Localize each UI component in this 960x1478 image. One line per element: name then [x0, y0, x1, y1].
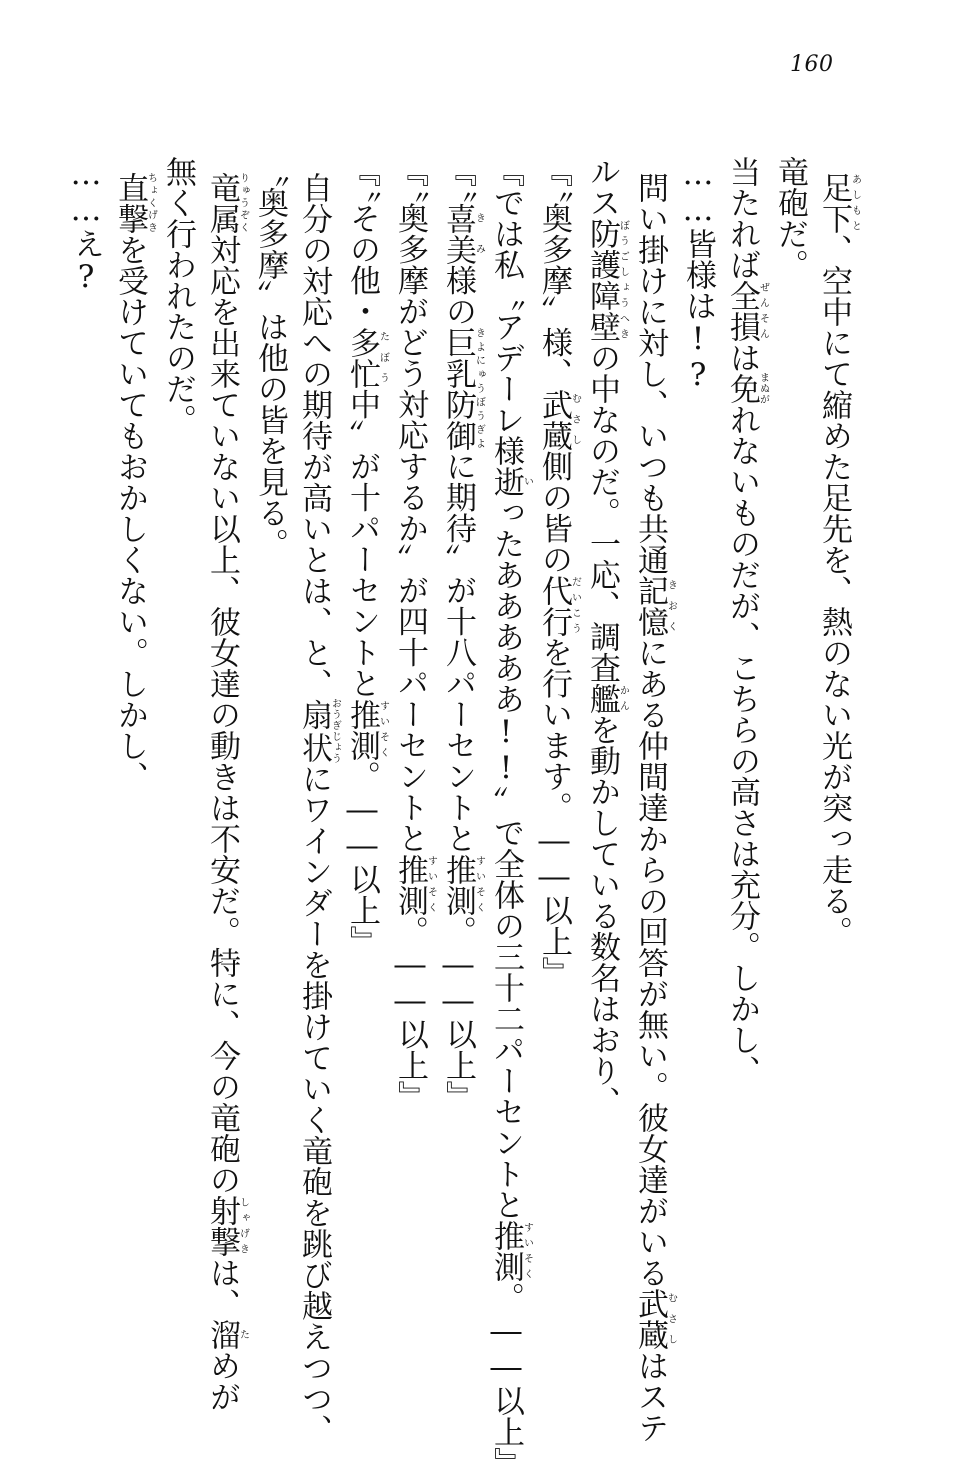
- furigana: 全損ぜんそん: [724, 280, 769, 342]
- furigana: 武蔵むさし: [632, 1287, 677, 1350]
- text-line: 当たれば全損ぜんそんは免まぬがれないものだが、こちらの高さは充分。しかし、: [724, 156, 769, 1086]
- furigana: 溜た: [204, 1318, 249, 1350]
- furigana: 推測すいそく: [488, 1220, 533, 1282]
- text-line: 竜砲だ。: [772, 156, 808, 280]
- text-line: 問い掛けに対し、いつも共通記憶きおくにある仲間達からの回答が無い。彼女達がいる武蔵むさしはステ: [632, 171, 677, 1443]
- text-line: 〝奥多摩〟は他の皆を見る。: [252, 156, 288, 559]
- furigana: 推測すいそく: [392, 853, 437, 916]
- furigana: 射撃しゃげき: [204, 1194, 249, 1257]
- furigana: 逝い: [488, 466, 533, 497]
- furigana: 扇状おうぎじょう: [296, 697, 341, 764]
- text-line: 『〝奥多摩〟様、武蔵むさし側の皆の代行だいこうを行います。――以上』: [536, 156, 581, 988]
- text-line: 『では私〝アデーレ様逝いったあああああ!!〟で全体の三十二パーセントと推測すいそく。――以上』: [488, 156, 533, 1478]
- text-line: 無く行われたのだ。: [160, 156, 196, 435]
- text-line: ……え?: [68, 156, 104, 295]
- text-line: 竜属りゅうぞく対応を出来ていない以上、彼女達の動きは不安だ。特に、今の竜砲の射撃しゃげきは、溜ためが: [204, 171, 249, 1412]
- furigana: 喜美きみ: [440, 202, 485, 265]
- furigana: 直撃ちょくげき: [112, 171, 157, 234]
- text-line: 直撃ちょくげきを受けていてもおかしくない。しかし、: [112, 171, 157, 792]
- furigana: 免まぬが: [724, 372, 769, 405]
- text-line: 自分の対応への期待が高いとは、と、扇状おうぎじょうにワインダーを掛けていく竜砲を跳び越えつつ、: [296, 171, 341, 1445]
- furigana: 巨乳防御きよにゅうぼうぎよ: [440, 326, 485, 451]
- text-line: ……皆様は!?: [680, 156, 716, 393]
- furigana: 艦かん: [584, 683, 629, 714]
- page-number: 160: [790, 52, 834, 77]
- furigana: 足下あしもと: [816, 171, 861, 234]
- furigana: 推測すいそく: [440, 853, 485, 916]
- text-line: 『〝喜美きみ様の巨乳防御きよにゅうぼうぎよに期待〟が十八パーセントと推測すいそく。――以上』: [440, 156, 485, 1112]
- furigana: 多忙たぼう: [344, 326, 389, 389]
- furigana: 記憶きおく: [632, 574, 677, 637]
- furigana: 防護障壁ぼうごしょうへき: [584, 218, 629, 342]
- furigana: 代行だいこう: [536, 574, 581, 637]
- furigana: 武蔵むさし: [536, 388, 581, 451]
- text-line: 『〝奥多摩がどう対応するか〟が四十パーセントと推測すいそく。――以上』: [392, 156, 437, 1112]
- novel-text-body: [64, 156, 861, 1478]
- text-line: 『〝その他・多忙たぼう中〟が十パーセントと推測すいそく。――以上』: [344, 156, 389, 957]
- furigana: 竜属りゅうぞく: [204, 171, 249, 234]
- text-line: 足下あしもと、空中にて縮めた足先を、熱のない光が突っ走る。: [816, 171, 861, 947]
- text-line: ルス防護障壁ぼうごしょうへきの中なのだ。一応、調査艦かんを動かしている数名はおり、: [584, 156, 629, 1117]
- furigana: 推測すいそく: [344, 698, 389, 761]
